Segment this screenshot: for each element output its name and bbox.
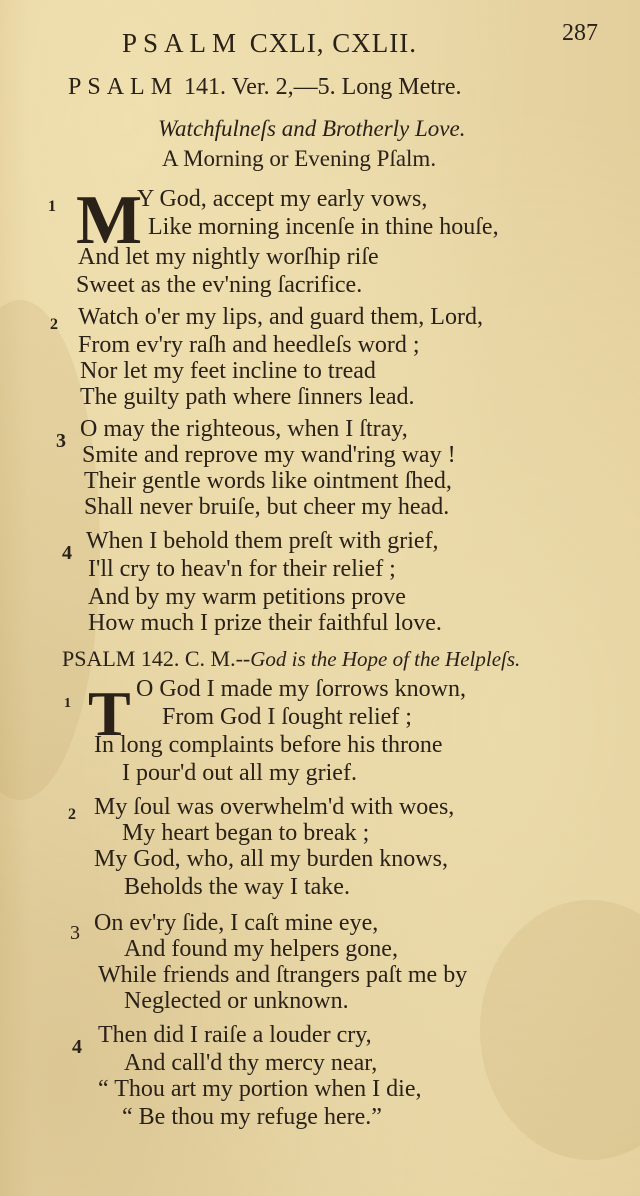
verse-number: 4 [62,542,72,564]
verse-line: From God I ſought relief ; [162,704,412,730]
verse-line: Nor let my feet incline to tread [80,358,376,384]
verse-line: “ Be thou my refuge here.” [122,1104,382,1130]
verse-line: Sweet as the ev'ning ſacrifice. [76,272,363,298]
verse-line: My God, who, all my burden knows, [94,846,448,872]
verse-line: The guilty path where ſinners lead. [80,384,415,410]
verse-line: My ſoul was overwhelm'd with woes, [94,794,455,820]
running-head [122,28,417,59]
verse-number: 2 [68,806,76,823]
psalm-141-title [68,74,462,101]
verse-line: And let my nightly worſhip riſe [78,244,379,270]
verse-line: Neglected or unknown. [124,988,349,1014]
verse-line: From ev'ry raſh and heedleſs word ; [78,332,420,358]
verse-line: When I behold them preſt with grief, [86,528,439,554]
verse-line: I'll cry to heav'n for their relief ; [88,556,396,582]
page-number: 287 [562,20,598,46]
verse-line: O may the righteous, when I ſtray, [80,416,408,442]
verse-line: Beholds the way I take. [124,874,350,900]
verse-line: I pour'd out all my grief. [122,760,357,786]
verse-number: 1 [48,198,56,215]
psalm-142-subtitle: God is the Hope of the Helpleſs. [250,647,521,671]
verse-line: On ev'ry ſide, I caſt mine eye, [94,910,379,936]
verse-line: “ Thou art my portion when I die, [98,1076,422,1102]
verse-number: 3 [56,430,66,452]
verse-line: And found my helpers gone, [124,936,398,962]
verse-line: And by my warm petitions prove [88,584,406,610]
verse-line: Their gentle words like ointment ſhed, [84,468,452,494]
verse-line: In long complaints before his throne [94,732,443,758]
verse-line: How much I prize their faithful love. [88,610,442,636]
verse-line: Watch o'er my lips, and guard them, Lord, [78,304,483,330]
psalm-142-title [62,646,520,672]
verse-number: 3 [70,922,80,944]
verse-number: 4 [72,1036,82,1058]
verse-line: O God I made my ſorrows known, [136,676,466,702]
verse-number: 1 [64,696,71,711]
psalm-141-subtitle: Watchfulneſs and Brotherly Love. [158,116,466,141]
running-head-word: PSALM [122,28,243,58]
drop-cap: M [76,182,143,259]
psalm-142-title-text: PSALM 142. C. M.-- [62,646,251,671]
psalm-141-title-rest: 141. Ver. 2,—5. Long Metre. [184,74,462,100]
paper-stain [480,900,640,1160]
drop-cap: T [88,678,131,749]
verse-line: And call'd thy mercy near, [124,1050,378,1076]
verse-line: My heart began to break ; [122,820,370,846]
psalm-141-subtitle-2: A Morning or Evening Pſalm. [162,146,437,171]
verse-line: Like morning incenſe in thine houſe, [148,214,499,240]
running-head-numerals: CXLI, CXLII. [249,28,418,58]
verse-line: Smite and reprove my wand'ring way ! [82,442,456,468]
verse-line: Shall never bruiſe, but cheer my head. [84,494,450,520]
verse-number: 2 [50,316,58,333]
verse-line: Then did I raiſe a louder cry, [98,1022,372,1048]
verse-line: While friends and ſtrangers paſt me by [98,962,468,988]
verse-line: Y God, accept my early vows, [137,186,428,212]
psalm-141-title-word: PSALM [68,74,179,100]
